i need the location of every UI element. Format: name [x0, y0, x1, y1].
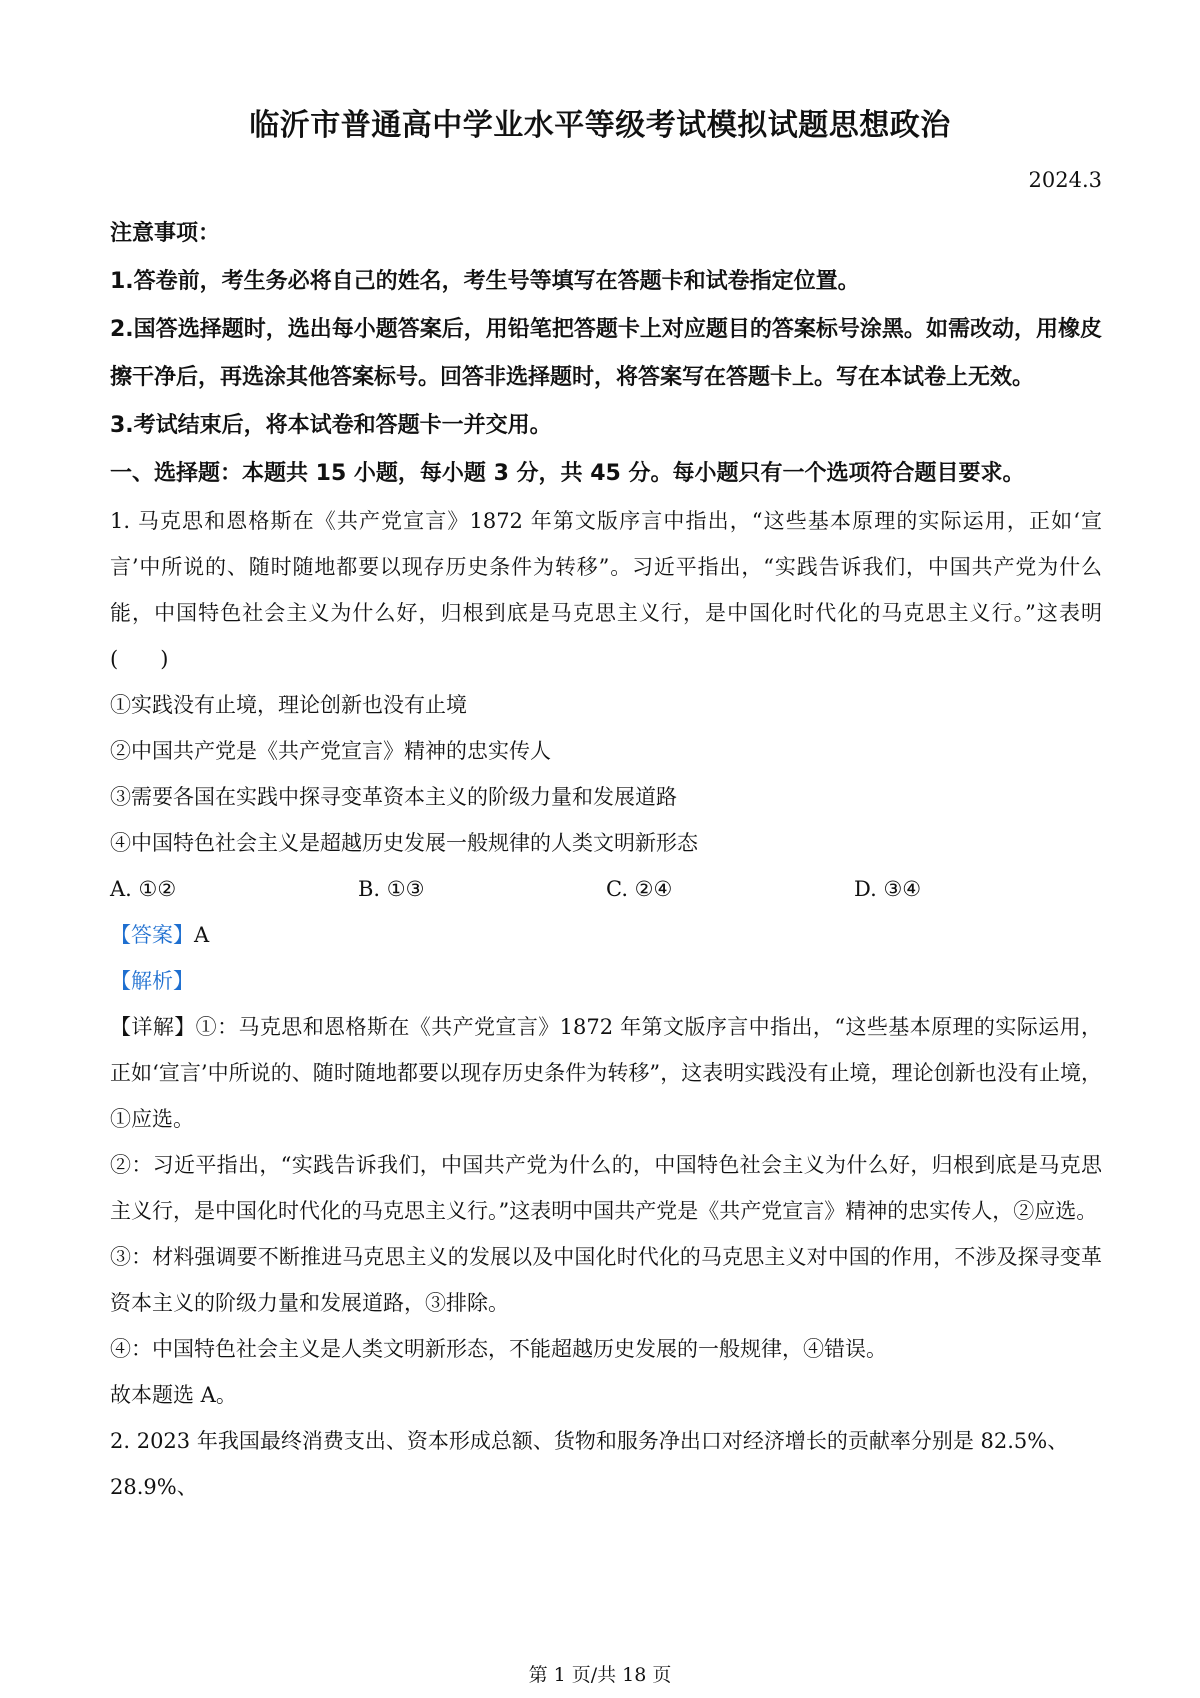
answer-label: 【答案】: [110, 923, 194, 947]
notice-item-2: 2.国答选择题时，选出每小题答案后，用铅笔把答题卡上对应题目的答案标号涂黑。如需改动，用橡皮擦干净后，再选涂其他答案标号。回答非选择题时，将答案写在答题卡上。写在本试卷上无效。: [110, 317, 1102, 390]
choice-b: B. ①③: [358, 877, 425, 901]
page-footer: 第 1 页/共 18 页: [528, 1664, 672, 1686]
question-1-statement-4: ④中国特色社会主义是超越历史发展一般规律的人类文明新形态: [110, 831, 698, 855]
detail-1: [110, 1004, 1102, 1142]
notice-item-1: 1.答卷前，考生务必将自己的姓名，考生号等填写在答题卡和试卷指定位置。: [110, 269, 860, 294]
detail-3: ③：材料强调要不断推进马克思主义的发展以及中国化时代化的马克思主义对中国的作用，不涉及探寻变革资本主义的阶级力量和发展道路，③排除。: [110, 1245, 1102, 1315]
exam-date: 2024.3: [1028, 168, 1102, 192]
question-1-choices: [110, 866, 1102, 912]
choice-d: D. ③④: [854, 877, 922, 901]
detail-label: 【详解】: [110, 1015, 196, 1039]
detail-2: ②：习近平指出，“实践告诉我们，中国共产党为什么的，中国特色社会主义为什么好，归根到底是马克思主义行，是中国化时代化的马克思主义行。”这表明中国共产党是《共产党宣言》精神的忠实传人，②应选。: [110, 1153, 1102, 1223]
page-title: 临沂市普通高中学业水平等级考试模拟试题思想政治: [249, 108, 951, 143]
answer-value: A: [194, 923, 210, 947]
question-1-statement-3: ③需要各国在实践中探寻变革资本主义的阶级力量和发展道路: [110, 785, 677, 809]
analysis-label: 【解析】: [110, 969, 194, 993]
page-content: [110, 210, 1102, 1510]
question-1-statement-2: ②中国共产党是《共产党宣言》精神的忠实传人: [110, 739, 551, 763]
detail-4: ④：中国特色社会主义是人类文明新形态，不能超越历史发展的一般规律，④错误。: [110, 1337, 887, 1361]
question-2-stem: 2. 2023 年我国最终消费支出、资本形成总额、货物和服务净出口对经济增长的贡献率分别是 82.5%、28.9%、: [110, 1429, 1069, 1499]
conclusion: 故本题选 A。: [110, 1383, 237, 1407]
detail-1-text: ①：马克思和恩格斯在《共产党宣言》1872 年第文版序言中指出，“这些基本原理的实际运用，正如‘宣言’中所说的、随时随地都要以现存历史条件为转移”，这表明实践没有止境，理论创新也没有止境，①应选。: [110, 1015, 1102, 1131]
choice-a: A. ①②: [110, 877, 177, 901]
answer-line: [110, 912, 1102, 958]
section-heading: 一、选择题：本题共 15 小题，每小题 3 分，共 45 分。每小题只有一个选项符合题目要求。: [110, 461, 1025, 486]
question-1-statement-1: ①实践没有止境，理论创新也没有止境: [110, 693, 467, 717]
question-1-stem: 1. 马克思和恩格斯在《共产党宣言》1872 年第文版序言中指出，“这些基本原理的实际运用，正如‘宣言’中所说的、随时随地都要以现存历史条件为转移”。习近平指出，“实践告诉我们，中国共产党为什么能，中国特色社会主义为什么好，归根到底是马克思主义行，是中国化时代化的马克思主义行。”这表明( ): [110, 509, 1102, 671]
choice-c: C. ②④: [606, 877, 673, 901]
notice-heading: 注意事项：: [110, 221, 221, 246]
notice-item-3: 3.考试结束后，将本试卷和答题卡一并交用。: [110, 413, 552, 438]
